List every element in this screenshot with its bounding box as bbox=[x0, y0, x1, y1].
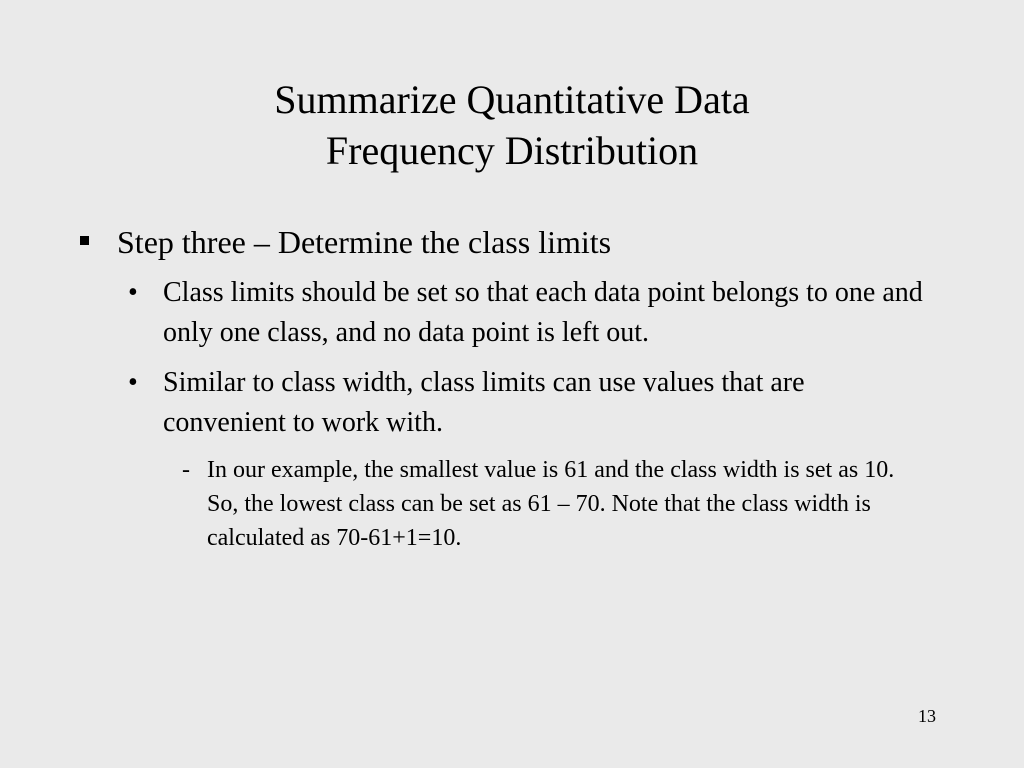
bullet-level-1 bbox=[80, 222, 940, 262]
bullet-level-2 bbox=[128, 273, 923, 353]
title-line-2: Frequency Distribution bbox=[325, 128, 699, 173]
bullet-text: In our example, the smallest value is 61 and the class width is set as 10. So, the lowest class can be set as 61 – 70. Note that the class width is calculated as 70-61+1=10. bbox=[207, 457, 895, 551]
slide-body bbox=[80, 222, 940, 555]
page-number: 13 bbox=[918, 706, 936, 726]
slide-title bbox=[0, 74, 1024, 176]
bullet-text: Similar to class width, class limits can use values that are convenient to work with. bbox=[163, 367, 805, 438]
title-line-1: Summarize Quantitative Data bbox=[274, 77, 750, 122]
bullet-text: Class limits should be set so that each data point belongs to one and only one class, and no data point is left out. bbox=[163, 277, 923, 348]
bullet-level-3 bbox=[182, 453, 917, 555]
square-bullet-icon bbox=[80, 236, 89, 245]
dot-bullet-icon: • bbox=[128, 277, 138, 308]
dot-bullet-icon: • bbox=[128, 367, 138, 398]
bullet-text: Step three – Determine the class limits bbox=[117, 224, 612, 260]
bullet-level-2 bbox=[128, 363, 923, 443]
dash-bullet-icon: - bbox=[182, 457, 190, 483]
